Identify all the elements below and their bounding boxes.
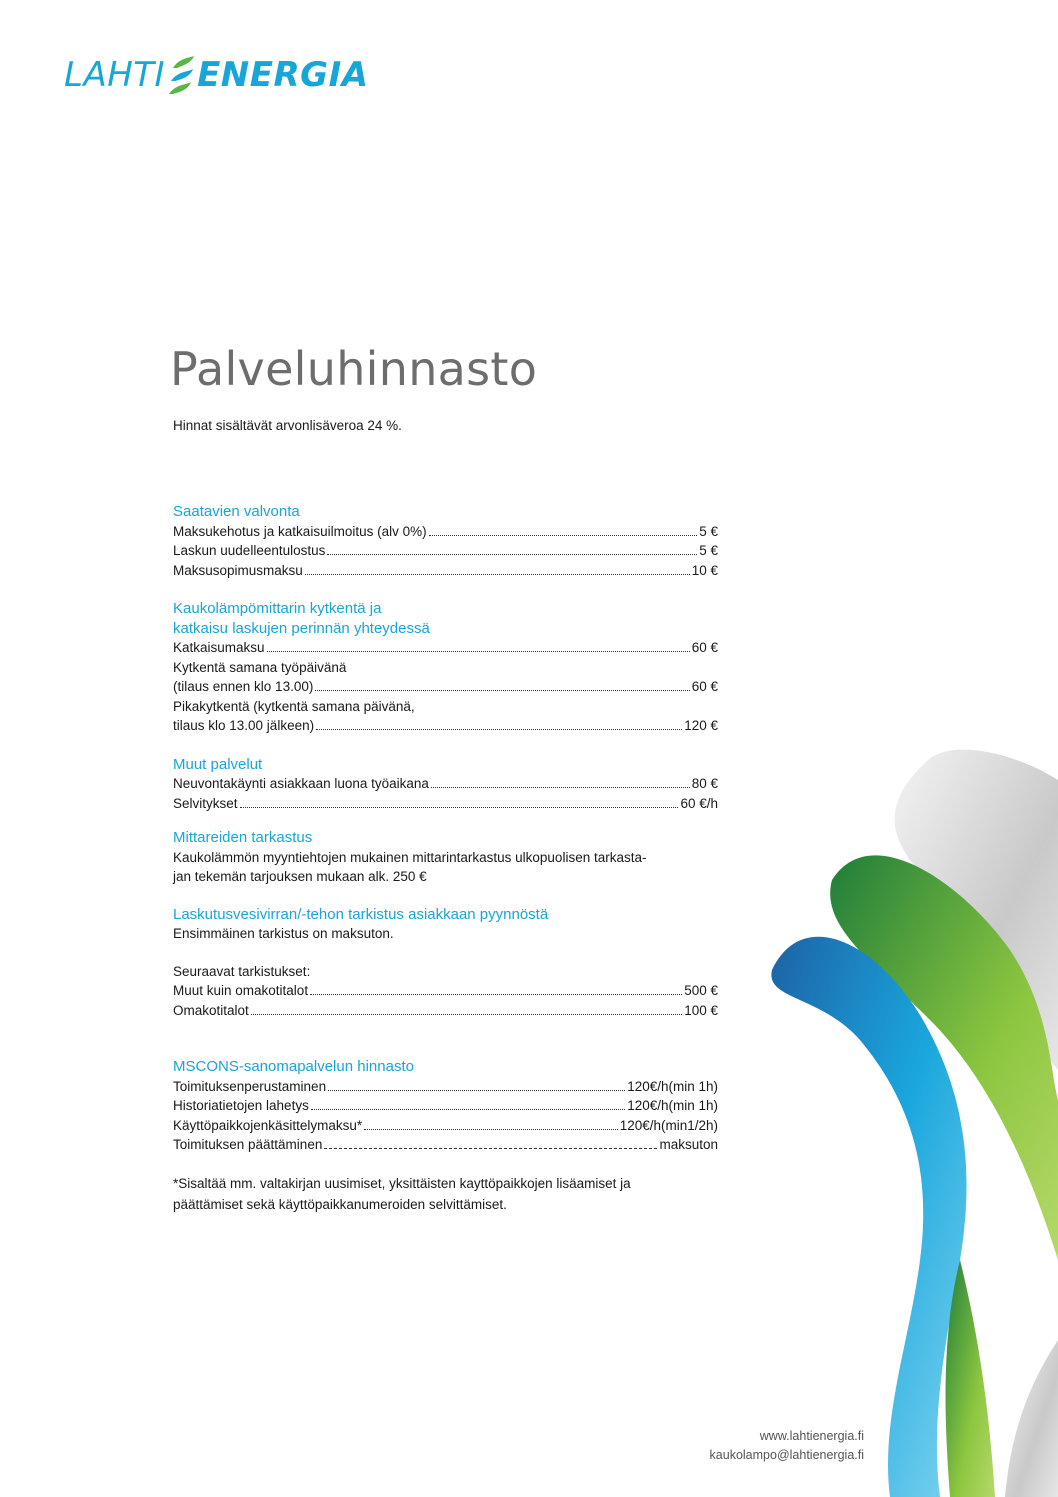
price-value: 80 € [691, 776, 718, 791]
section-heading: MSCONS-sanomapalvelun hinnasto [173, 1058, 414, 1075]
price-value: 120€/h(min 1h) [627, 1078, 718, 1094]
footnote-line: päättämiset sekä käyttöpaikkanumeroiden selvittämiset. [173, 1196, 507, 1212]
dot-leader [240, 807, 679, 808]
dot-leader [305, 574, 690, 575]
price-value: 120€/h(min1/2h) [619, 1117, 718, 1133]
price-value: 120€/h(min 1h) [627, 1098, 718, 1113]
price-label: Toimituksenperustaminen [173, 1078, 327, 1094]
price-value: 60 €/h [680, 795, 718, 811]
price-row [173, 1001, 718, 1021]
price-value: 10 € [691, 562, 718, 578]
section-heading: Saatavien valvonta [173, 503, 300, 520]
dash-leader [324, 1148, 657, 1149]
price-label: Toimituksen päättäminen [173, 1137, 323, 1152]
price-row [173, 774, 718, 794]
dot-leader [327, 554, 697, 555]
price-value: 60 € [691, 640, 718, 655]
price-row [173, 1077, 718, 1097]
price-row [173, 1116, 718, 1136]
price-row [173, 638, 718, 658]
section-kytkenta-katkaisu [173, 599, 718, 736]
section-saatavien-valvonta [173, 502, 718, 580]
section-heading: Muut palvelut [173, 755, 263, 773]
section-mittareiden-tarkastus [173, 828, 718, 887]
price-label: Maksusopimusmaksu [173, 562, 303, 578]
price-list [173, 502, 718, 1215]
dot-leader [315, 690, 689, 691]
price-value: 500 € [684, 983, 718, 998]
price-row [173, 541, 718, 561]
dot-leader [267, 651, 690, 652]
dot-leader [310, 994, 682, 995]
price-value: 5 € [699, 523, 718, 539]
price-value: 60 € [691, 679, 718, 694]
price-label: Maksukehotus ja katkaisuilmoitus (alv 0%) [173, 523, 427, 539]
website-link[interactable]: www.lahtienergia.fi [759, 1429, 864, 1443]
logo-word-lahti: LAHTI [64, 55, 166, 95]
price-label: Katkaisumaksu [173, 640, 265, 655]
price-row [173, 677, 718, 697]
dot-leader [429, 535, 698, 536]
price-label: Käyttöpaikkojenkäsittelymaksu* [173, 1117, 363, 1133]
price-label: (tilaus ennen klo 13.00) [173, 679, 314, 694]
text-line: Kytkentä samana työpäivänä [173, 659, 347, 675]
section-muut-palvelut [173, 755, 718, 814]
leaf-icon [167, 52, 197, 98]
price-label: Selvitykset [173, 795, 238, 811]
dot-leader [316, 729, 682, 730]
price-label: Neuvontakäynti asiakkaan luona työaikana [173, 776, 429, 791]
price-label: Laskun uudelleentulostus [173, 543, 326, 558]
section-heading: katkaisu laskujen perinnän yhteydessä [173, 619, 430, 637]
section-vesivirta-tarkistus [173, 905, 718, 1021]
footnote-line: *Sisaltää mm. valtakirjan uusimiset, yksittäisten kayttöpaikkojen lisäamiset ja [173, 1175, 631, 1191]
price-label: Omakotitalot [173, 1002, 249, 1018]
price-value: maksuton [659, 1137, 718, 1152]
company-logo [64, 52, 369, 98]
dot-leader [431, 787, 690, 788]
text-line: Ensimmäinen tarkistus on maksuton. [173, 926, 394, 941]
logo-word-energia: ENERGIA [197, 55, 369, 95]
email-link[interactable]: kaukolampo@lahtienergia.fi [709, 1448, 864, 1462]
footnote [173, 1173, 718, 1215]
price-value: 5 € [699, 543, 718, 558]
vat-note: Hinnat sisältävät arvonlisäveroa 24 %. [173, 418, 402, 433]
section-heading: Mittareiden tarkastus [173, 829, 313, 846]
section-mscons [173, 1057, 718, 1155]
text-line: Pikakytkentä (kytkentä samana päivänä, [173, 698, 415, 714]
section-heading: Laskutusvesivirran/-tehon tarkistus asiakkaan pyynnöstä [173, 905, 549, 923]
dot-leader [328, 1090, 625, 1091]
dot-leader [311, 1109, 625, 1110]
contact-footer [710, 1427, 864, 1465]
dot-leader [364, 1129, 618, 1130]
price-row [173, 522, 718, 542]
price-row [173, 981, 718, 1001]
price-value: 100 € [684, 1002, 718, 1018]
section-heading: Kaukolämpömittarin kytkentä ja [173, 600, 382, 617]
price-row [173, 1096, 718, 1116]
text-line: jan tekemän tarjouksen mukaan alk. 250 € [173, 869, 427, 884]
price-label: Muut kuin omakotitalot [173, 983, 309, 998]
dot-leader [251, 1014, 682, 1015]
decorative-ribbon-graphic [760, 740, 1058, 1497]
price-row [173, 561, 718, 581]
text-line: Seuraavat tarkistukset: [173, 963, 311, 979]
price-value: 120 € [684, 718, 718, 733]
price-row [173, 794, 718, 814]
price-row [173, 716, 718, 736]
price-label: tilaus klo 13.00 jälkeen) [173, 718, 315, 733]
price-row [173, 1135, 718, 1155]
price-label: Historiatietojen lahetys [173, 1098, 309, 1113]
page-title: Palveluhinnasto [170, 342, 538, 396]
text-line: Kaukolämmön myyntiehtojen mukainen mittarintarkastus ulkopuolisen tarkasta- [173, 849, 647, 865]
